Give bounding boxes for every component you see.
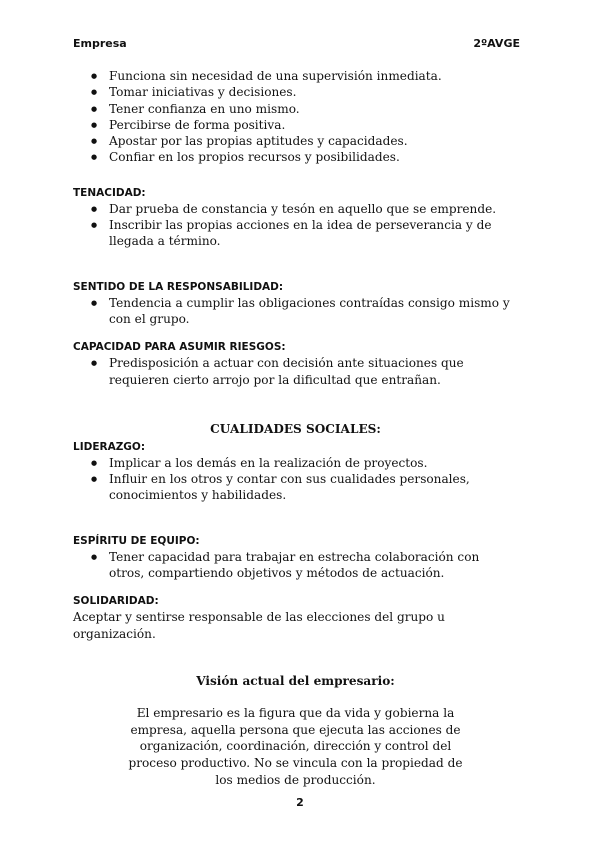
section-heading-liderazgo: LIDERAZGO:	[73, 440, 146, 453]
page-header	[73, 37, 520, 50]
header-course: 2ºAVGE	[473, 37, 520, 50]
tenacidad-list	[73, 201, 518, 250]
section-heading-solidaridad: SOLIDARIDAD:	[73, 595, 159, 608]
list-item: ● Funciona sin necesidad de una supervisión inmediata.	[73, 68, 518, 84]
responsabilidad-list	[73, 295, 518, 328]
section-heading-riesgos: CAPACIDAD PARA ASUMIR RIESGOS:	[73, 341, 286, 354]
list-item: ● Tendencia a cumplir las obligaciones contraídas consigo mismo y con el grupo.	[73, 295, 518, 328]
riesgos-list	[73, 355, 518, 388]
list-item: ● Tomar iniciativas y decisiones.	[73, 84, 518, 100]
solidaridad-text: Aceptar y sentirse responsable de las elecciones del grupo u organización.	[73, 610, 445, 641]
list-item: ● Confiar en los propios recursos y posibilidades.	[73, 149, 518, 165]
list-item: ● Influir en los otros y contar con sus cualidades personales, conocimientos y habilidades.	[73, 471, 518, 504]
list-item: ● Percibirse de forma positiva.	[73, 117, 518, 133]
list-item: ● Dar prueba de constancia y tesón en aquello que se emprende.	[73, 201, 518, 217]
liderazgo-list	[73, 455, 518, 504]
intro-bullet-list	[73, 68, 518, 166]
equipo-list	[73, 549, 518, 582]
document-body	[73, 68, 518, 788]
vision-paragraph: El empresario es la figura que da vida y gobierna la empresa, aquella persona que ejecuta las acciones de organización, coordinación, dirección y control del proceso productivo. No se vincula con la propiedad de los medios de producción.	[128, 705, 463, 787]
list-item: ● Apostar por las propias aptitudes y capacidades.	[73, 133, 518, 149]
list-item: ● Predisposición a actuar con decisión ante situaciones que requieren cierto arrojo por la dificultad que entrañan.	[73, 355, 518, 388]
section-heading-equipo: ESPÍRITU DE EQUIPO:	[73, 534, 200, 547]
vision-title: Visión actual del empresario:	[196, 673, 395, 688]
list-item: ● Inscribir las propias acciones en la idea de perseverancia y de llegada a término.	[73, 217, 518, 250]
section-heading-tenacidad: TENACIDAD:	[73, 186, 146, 199]
list-item: ● Implicar a los demás en la realización de proyectos.	[73, 455, 518, 471]
header-subject: Empresa	[73, 37, 127, 50]
section-heading-responsabilidad: SENTIDO DE LA RESPONSABILIDAD:	[73, 280, 284, 293]
page-number: 2	[296, 796, 304, 809]
list-item: ● Tener capacidad para trabajar en estrecha colaboración con otros, compartiendo objetivos y métodos de actuación.	[73, 549, 518, 582]
list-item: ● Tener confianza en uno mismo.	[73, 101, 518, 117]
cualidades-sociales-title: CUALIDADES SOCIALES:	[210, 421, 381, 436]
